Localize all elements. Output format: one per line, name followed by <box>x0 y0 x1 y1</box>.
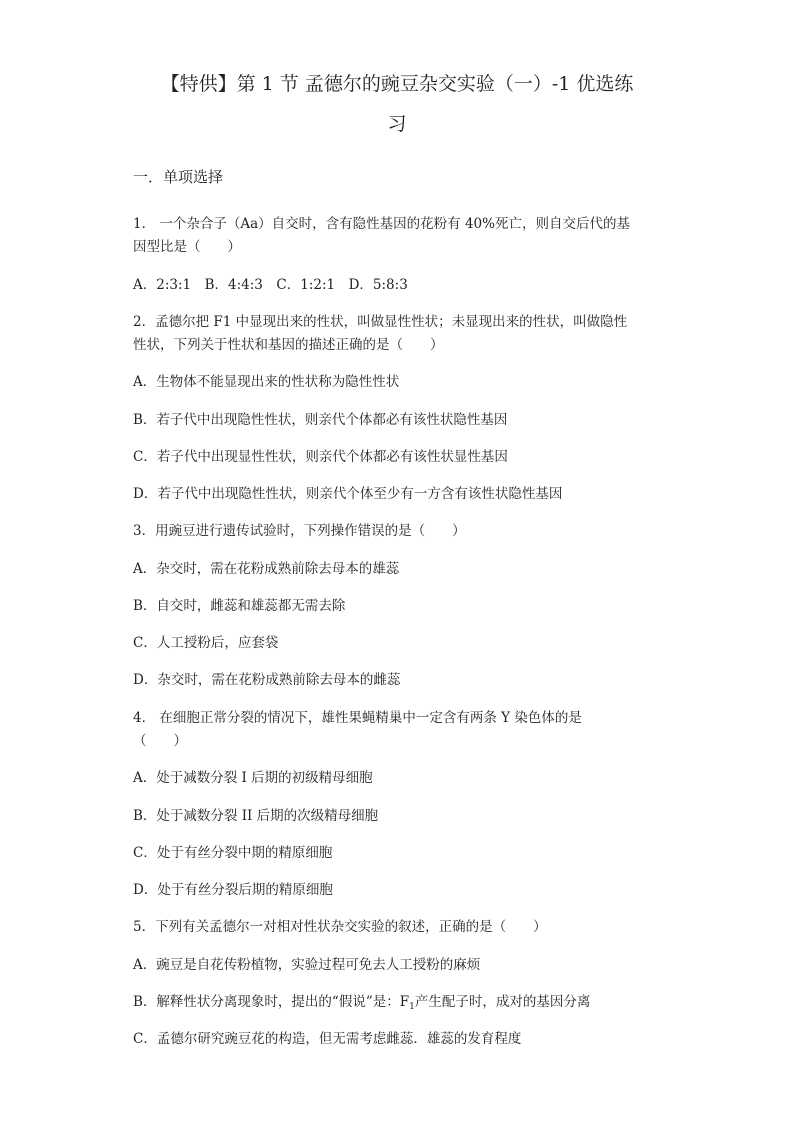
question-4-stem-line-1: 4． 在细胞正常分裂的情况下，雄性果蝇精巢中一定含有两条 Y 染色体的是 <box>133 710 582 726</box>
question-2-option-d: D．若子代中出现隐性性状，则亲代个体至少有一方含有该性状隐性基因 <box>133 486 563 502</box>
question-4-option-d: D．处于有丝分裂后期的精原细胞 <box>133 882 333 898</box>
question-1-options: A．2:3:1 B．4:4:3 C．1:2:1 D．5:8:3 <box>133 277 408 293</box>
question-3-option-b: B．自交时，雌蕊和雄蕊都无需去除 <box>133 598 346 614</box>
question-2-option-c: C．若子代中出现显性性状，则亲代个体都必有该性状显性基因 <box>133 449 508 465</box>
question-1-stem-line-1: 1． 一个杂合子（Aa）自交时，含有隐性基因的花粉有 40%死亡，则自交后代的基 <box>133 216 630 232</box>
question-4-stem-line-2: （ ） <box>133 733 187 749</box>
question-5-option-a: A．豌豆是自花传粉植物，实验过程可免去人工授粉的麻烦 <box>133 957 481 973</box>
question-5-stem: 5．下列有关孟德尔一对相对性状杂交实验的叙述，正确的是（ ） <box>133 919 547 935</box>
question-5-option-b <box>133 991 590 1018</box>
subscript-1: 1 <box>409 1002 415 1012</box>
question-3-option-d: D．杂交时，需在花粉成熟前除去母本的雌蕊 <box>133 672 401 688</box>
title-line-2: 习 <box>387 113 407 135</box>
document-title <box>110 64 684 144</box>
question-5-option-c: C．孟德尔研究豌豆花的构造，但无需考虑雌蕊．雄蕊的发育程度 <box>133 1031 522 1047</box>
question-2-option-a: A．生物体不能显现出来的性状称为隐性性状 <box>133 374 400 390</box>
question-4-option-b: B．处于减数分裂 II 后期的次级精母细胞 <box>133 808 379 824</box>
question-2-option-b: B．若子代中出现隐性性状，则亲代个体都必有该性状隐性基因 <box>133 412 508 428</box>
question-5-option-b-text-end: 产生配子时，成对的基因分离 <box>414 994 591 1010</box>
title-line-1: 【特供】第 1 节 孟德尔的豌豆杂交实验（一）-1 优选练 <box>160 73 634 95</box>
section-heading: 一．单项选择 <box>133 168 224 186</box>
question-4-option-a: A．处于减数分裂 I 后期的初级精母细胞 <box>133 770 373 786</box>
question-3-option-c: C．人工授粉后，应套袋 <box>133 635 279 651</box>
question-4-option-c: C．处于有丝分裂中期的精原细胞 <box>133 845 333 861</box>
question-3-option-a: A．杂交时，需在花粉成熟前除去母本的雄蕊 <box>133 561 400 577</box>
question-5-option-b-text-start: B．解释性状分离现象时，提出的“假说”是：F <box>133 994 410 1010</box>
question-2-stem-line-1: 2．孟德尔把 F1 中显现出来的性状，叫做显性性状；未显现出来的性状，叫做隐性 <box>133 314 628 330</box>
question-1-stem-line-2: 因型比是（ ） <box>133 239 241 255</box>
question-2-stem-line-2: 性状，下列关于性状和基因的描述正确的是（ ） <box>133 337 444 353</box>
question-3-stem: 3．用豌豆进行遗传试验时，下列操作错误的是（ ） <box>133 523 466 539</box>
